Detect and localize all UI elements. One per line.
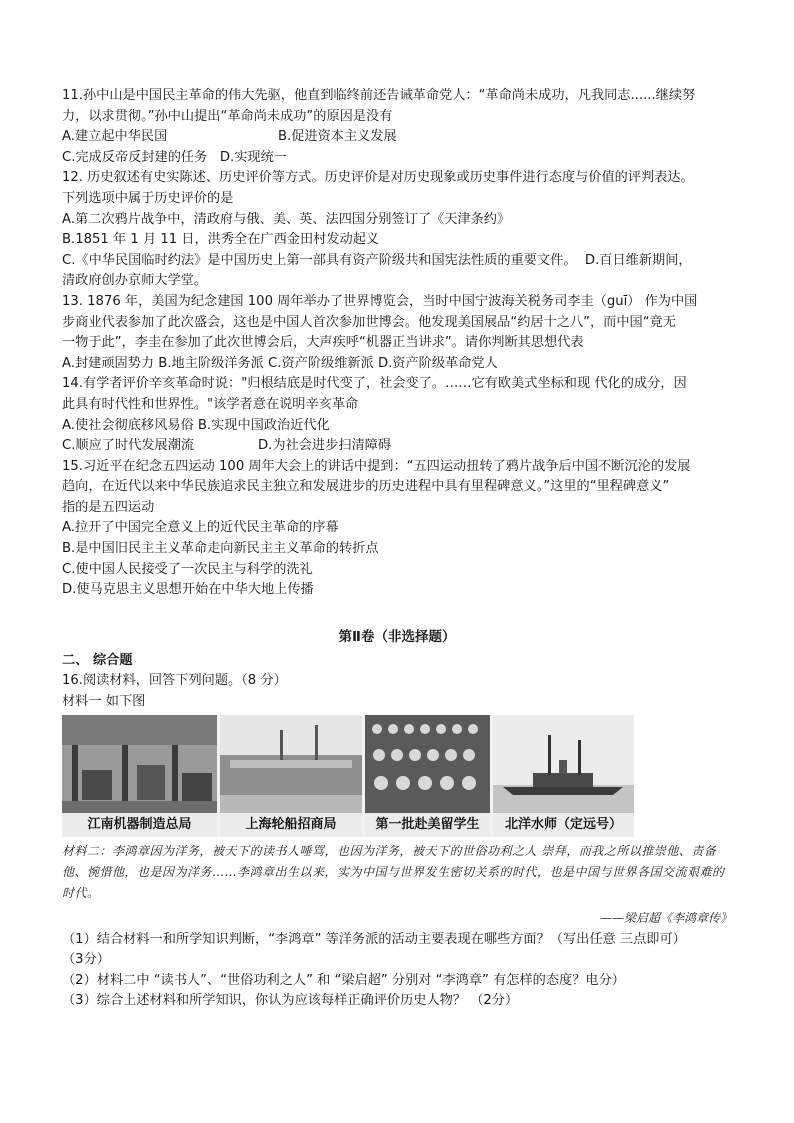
material2-source: ——梁启超《李鸿章传》 — [599, 910, 732, 925]
q11-option-a: A.建立起中华民国 — [62, 129, 168, 145]
q14-options-cd — [62, 436, 732, 457]
q11-option-b: B.促进资本主义发展 — [278, 129, 397, 145]
exam-page — [62, 86, 732, 1012]
section-heading: 二、 综合题 — [62, 652, 133, 668]
q14-stem-line1: 14.有学者评价辛亥革命时说："归根结底是时代变了，社会变了。……它有欧美式坐标和现 代化的成分，因 — [62, 376, 687, 392]
photo-shanghai-steamship — [220, 715, 365, 837]
q16-sub2: （2）材料二中 “读书人”、“世俗功利之人” 和 “梁启超” 分别对 “李鸿章” 有怎样的态度？电分） — [62, 972, 625, 988]
material1-photo-strip — [62, 715, 634, 837]
q15-option-a: A.拉开了中国完全意义上的近代民主革命的序幕 — [62, 520, 339, 536]
warship-image — [493, 715, 634, 813]
q12-option-d-cont: 清政府创办京师大学堂。 — [62, 273, 208, 289]
q12-option-c: C.《中华民国临时约法》是中国历史上第一部具有资产阶级共和国宪法性质的重要文件。 — [62, 252, 577, 268]
q15-option-b: B.是中国旧民主主义革命走向新民主主义革命的转折点 — [62, 541, 379, 557]
q11-stem-line1: 11.孙中山是中国民主革命的伟大先驱，他直到临终前还告诫革命党人：“革命尚未成功，凡我同志......继续努 — [62, 88, 696, 103]
building-image — [220, 715, 362, 813]
q11-options-row2 — [62, 148, 732, 169]
q11-option-d: D.实现统一 — [219, 149, 287, 165]
q14-options-ab: A.使社会彻底移风易俗 B.实现中国政治近代化 — [62, 417, 330, 433]
factory-image — [62, 715, 217, 813]
q15-stem-line2: 趋向，在近代以来中华民族追求民主独立和发展进步的历史进程中具有里程碑意义。”这里的“里程碑意义” — [62, 479, 670, 495]
q16-sub1-score: （3分） — [62, 952, 110, 968]
q13-options: A.封建顽固势力 B.地主阶级洋务派 C.资产阶级维新派 D.资产阶级革命党人 — [62, 355, 498, 371]
q16-sub1: （1）结合材料一和所学知识判断，“李鸿章” 等洋务派的活动主要表现在哪些方面？（写出任意 三点即可） — [62, 931, 686, 947]
photo-caption: 江南机器制造总局 — [62, 813, 217, 837]
q13-stem-line2: 步商业代表参加了此次盛会，这也是中国人首次参加世博会。他发现美国展品“约居十之八”，而中国“竟无 — [62, 314, 676, 330]
q14-stem-line2: 此具有时代性和世界性。"该学者意在说明辛亥革命 — [62, 396, 359, 412]
q16-sub3: （3）综合上述材料和所学知识，你认为应该每样正确评价历史人物？ （2分） — [62, 993, 519, 1009]
q14-option-d: D.为社会进步扫清障碍 — [258, 438, 392, 454]
q11-stem-line2: 力，以求贯彻。”孙中山提出“革命尚未成功”的原因是没有 — [62, 108, 393, 124]
photo-caption: 北洋水师（定远号） — [493, 813, 634, 837]
q11-option-c: C.完成反帝反封建的任务 — [62, 149, 208, 165]
q15-option-c: C.使中国人民接受了一次民主与科学的洗礼 — [62, 561, 313, 577]
group-photo-image — [365, 715, 490, 813]
photo-jiangnan-arsenal — [62, 715, 220, 837]
q11-options-row1 — [62, 127, 732, 148]
q15-stem-line3: 指的是五四运动 — [62, 499, 155, 515]
q13-stem-line1: 13. 1876 年，美国为纪念建国 100 周年举办了世界博览会，当时中国宁波海关税务司李圭（guī） 作为中国 — [62, 293, 698, 309]
q16-stem: 16.阅读材料，回答下列问题。（8 分） — [62, 673, 287, 689]
photo-caption: 第一批赴美留学生 — [365, 813, 490, 837]
q13-stem-line3: 一物于此”，李圭在参加了此次世博会后，大声疾呼“机器正当讲求”。请你判断其思想代表 — [62, 335, 584, 351]
photo-dingyuan — [493, 715, 634, 837]
q12-stem-line2: 下列选项中属于历史评价的是 — [62, 190, 234, 206]
q14-option-c: C.顺应了时代发展潮流 — [62, 438, 195, 454]
material1-label: 材料一 如下图 — [62, 694, 146, 710]
q12-option-d: D.百日维新期间， — [584, 252, 692, 268]
material2-text: 材料二：李鸿章因为洋务，被天下的读书人唾骂，也因为洋务，被天下的世俗功利之人 崇拜，而我之所以推崇他、责备他、惋惜他，也是因为洋务……李鸿章出生以来，实为中国与世界发生密切关系的时代，也是中国与世界各国交流艰难的时代。 — [62, 843, 725, 900]
q12-option-a: A.第二次鸦片战争中，清政府与俄、美、英、法四国分别签订了《天津条约》 — [62, 211, 511, 227]
part2-title: 第Ⅱ卷（非选择题） — [338, 628, 456, 645]
q12-stem-line1: 12. 历史叙述有史实陈述、历史评价等方式。历史评价是对历史现象或历史事件进行态度与价值的评判表达。 — [62, 170, 694, 186]
q15-option-d: D.使马克思主义思想开始在中华大地上传播 — [62, 582, 314, 598]
q12-option-b: B.1851 年 1 月 11 日，洪秀全在广西金田村发动起义 — [62, 232, 380, 248]
q12-option-c-row — [62, 251, 732, 272]
photo-students — [365, 715, 493, 837]
q15-stem-line1: 15.习近平在纪念五四运动 100 周年大会上的讲话中提到：“五四运动扭转了鸦片战争后中国不断沉沦的发展 — [62, 458, 691, 474]
photo-caption: 上海轮船招商局 — [220, 813, 362, 837]
